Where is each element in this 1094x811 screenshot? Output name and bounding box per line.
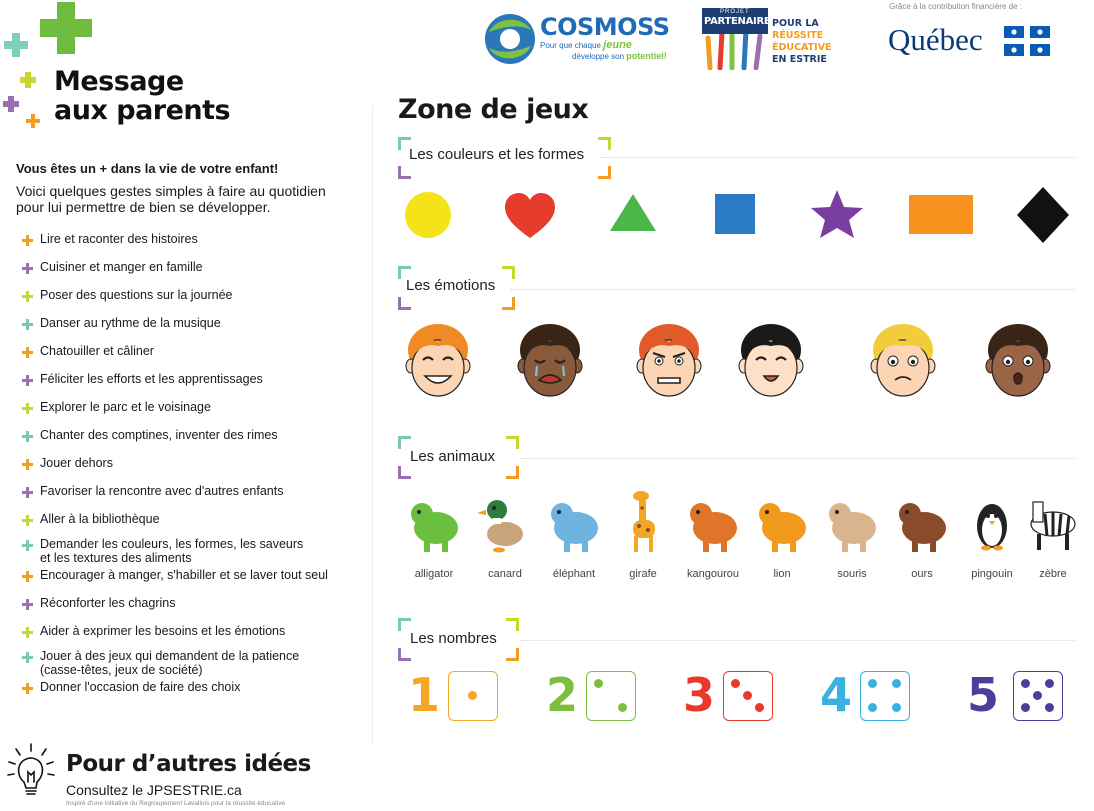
plus-icon bbox=[22, 571, 33, 582]
tip-item bbox=[22, 484, 372, 512]
tip-item bbox=[22, 260, 372, 288]
animal-name: alligator bbox=[414, 568, 454, 580]
tip-text: Donner l'occasion de faire des choix bbox=[40, 680, 241, 694]
animal-name: pingouin bbox=[971, 568, 1013, 580]
partenaires-small: PROJET bbox=[720, 9, 750, 15]
divider-dots bbox=[510, 289, 1076, 290]
yellow-circle-icon bbox=[405, 192, 451, 238]
bracket-icon bbox=[506, 618, 519, 631]
blue-square-icon bbox=[715, 194, 755, 234]
animal-1-icon bbox=[406, 490, 462, 554]
more-ideas-link[interactable]: Consultez le JPSESTRIE.ca bbox=[66, 782, 242, 798]
bracket-icon bbox=[398, 648, 411, 661]
tip-text: Jouer à des jeux qui demandent de la patience bbox=[40, 649, 300, 663]
title-line-1: Message bbox=[54, 66, 184, 97]
tag-word: jeune bbox=[603, 39, 632, 51]
crying-face-icon bbox=[517, 320, 583, 404]
number-digit: 1 bbox=[408, 668, 441, 722]
tag-word: potentiel! bbox=[626, 51, 667, 61]
black-diamond-icon bbox=[1017, 187, 1069, 243]
divider-dots bbox=[520, 458, 1076, 459]
tip-item bbox=[22, 232, 372, 260]
tip-item bbox=[22, 316, 372, 344]
lead-line-2: pour lui permettre de bien se développer. bbox=[16, 199, 271, 215]
die-pip bbox=[1021, 703, 1030, 712]
bracket-icon bbox=[598, 137, 611, 150]
tag-part: développe son bbox=[572, 52, 625, 61]
bracket-icon bbox=[502, 266, 515, 279]
plus-icon bbox=[22, 627, 33, 638]
partenaires-logo bbox=[702, 8, 872, 70]
animal-6-icon bbox=[754, 490, 810, 554]
plus-icon bbox=[4, 33, 28, 57]
bracket-icon bbox=[506, 436, 519, 449]
number-digit: 3 bbox=[683, 668, 716, 722]
plus-icon bbox=[22, 235, 33, 246]
die-pip bbox=[468, 691, 477, 700]
quebec-note: Grâce à la contribution financière de : bbox=[889, 2, 1022, 11]
partenaires-line: POUR LA bbox=[772, 18, 819, 29]
column-divider bbox=[372, 105, 373, 745]
tip-text: Lire et raconter des histoires bbox=[40, 232, 198, 246]
bracket-icon bbox=[502, 297, 515, 310]
tip-item bbox=[22, 512, 372, 540]
animal-5-icon bbox=[685, 490, 741, 554]
animal-name: kangourou bbox=[687, 568, 739, 580]
plus-icon bbox=[22, 347, 33, 358]
plus-icon bbox=[26, 114, 40, 128]
bracket-icon bbox=[398, 166, 411, 179]
tip-text-line-2: (casse-têtes, jeux de société) bbox=[40, 663, 203, 677]
plus-icon bbox=[22, 291, 33, 302]
animal-name: souris bbox=[837, 568, 867, 580]
animal-4-icon bbox=[615, 490, 671, 554]
plus-icon bbox=[22, 403, 33, 414]
angry-face-icon bbox=[636, 320, 702, 404]
lightbulb-icon bbox=[4, 738, 60, 800]
plus-icon bbox=[22, 683, 33, 694]
partenaires-line: EN ESTRIE bbox=[772, 54, 827, 65]
die-pip bbox=[618, 703, 627, 712]
lead-line-1: Voici quelques gestes simples à faire au quotidien bbox=[16, 183, 326, 199]
section-label: Les émotions bbox=[403, 277, 498, 294]
cosmoss-logo bbox=[483, 10, 678, 68]
animal-2-icon bbox=[477, 490, 533, 554]
bracket-icon bbox=[598, 166, 611, 179]
tip-text: Féliciter les efforts et les apprentissages bbox=[40, 372, 263, 386]
tip-item bbox=[22, 288, 372, 316]
fine-print: Inspiré d'une initiative du Regroupement Lavallois pour la réussite éducative bbox=[66, 800, 286, 807]
tip-text: Aller à la bibliothèque bbox=[40, 512, 160, 526]
tip-text: Réconforter les chagrins bbox=[40, 596, 176, 610]
plus-icon bbox=[40, 2, 92, 54]
divider-dots bbox=[600, 157, 1076, 158]
die-icon bbox=[723, 671, 773, 721]
plus-icon bbox=[22, 515, 33, 526]
happy-face-icon bbox=[405, 320, 471, 404]
animal-name: canard bbox=[488, 568, 522, 580]
purple-star-icon bbox=[811, 190, 863, 238]
number-digit: 4 bbox=[820, 668, 853, 722]
tip-item bbox=[22, 537, 372, 565]
bracket-icon bbox=[506, 466, 519, 479]
plus-icon bbox=[20, 72, 36, 88]
animal-3-icon bbox=[546, 490, 602, 554]
tip-text: Demander les couleurs, les formes, les saveurs bbox=[40, 537, 304, 551]
cosmoss-emblem-icon bbox=[483, 12, 537, 66]
tip-item bbox=[22, 568, 372, 596]
plus-icon bbox=[22, 319, 33, 330]
die-pip bbox=[892, 703, 901, 712]
red-heart-icon bbox=[505, 193, 555, 238]
divider-dots bbox=[520, 640, 1076, 641]
sad-face-icon bbox=[870, 320, 936, 404]
die-pip bbox=[1045, 703, 1054, 712]
surprised-face-icon bbox=[985, 320, 1051, 404]
tip-item bbox=[22, 400, 372, 428]
more-ideas-title: Pour d’autres idées bbox=[66, 751, 311, 777]
tip-text: Danser au rythme de la musique bbox=[40, 316, 221, 330]
tip-text-line-2: et les textures des aliments bbox=[40, 551, 192, 565]
number-digit: 5 bbox=[967, 668, 1000, 722]
tips-list bbox=[22, 232, 372, 708]
die-pip bbox=[1021, 679, 1030, 688]
plus-icon bbox=[22, 459, 33, 470]
plus-icon bbox=[3, 96, 19, 112]
die-icon bbox=[860, 671, 910, 721]
disgusted-face-icon bbox=[738, 320, 804, 404]
quebec-logo bbox=[888, 22, 983, 58]
plus-icon bbox=[22, 263, 33, 274]
animal-9-icon bbox=[964, 490, 1020, 554]
die-pip bbox=[892, 679, 901, 688]
animal-name: girafe bbox=[629, 568, 657, 580]
plus-icon bbox=[22, 431, 33, 442]
die-pip bbox=[755, 703, 764, 712]
die-pip bbox=[1045, 679, 1054, 688]
tip-item bbox=[22, 680, 372, 708]
tip-item bbox=[22, 344, 372, 372]
plus-icon bbox=[22, 599, 33, 610]
orange-rectangle-icon bbox=[909, 195, 973, 234]
animal-name: lion bbox=[773, 568, 791, 580]
die-pip bbox=[731, 679, 740, 688]
plus-icon bbox=[22, 375, 33, 386]
tip-text: Explorer le parc et le voisinage bbox=[40, 400, 211, 414]
tip-item bbox=[22, 428, 372, 456]
cosmoss-name: COSMOSS bbox=[540, 13, 670, 41]
plus-icon bbox=[22, 652, 33, 663]
section-label: Les couleurs et les formes bbox=[406, 146, 587, 163]
plus-icon bbox=[22, 540, 33, 551]
green-triangle-icon bbox=[610, 194, 656, 231]
tip-item bbox=[22, 456, 372, 484]
partenaires-big: PARTENAIRES bbox=[704, 16, 778, 27]
animal-name: éléphant bbox=[552, 568, 596, 580]
quebec-flag-icon bbox=[1004, 26, 1050, 56]
bracket-icon bbox=[398, 466, 411, 479]
tip-text: Chanter des comptines, inventer des rimes bbox=[40, 428, 278, 442]
section-label: Les nombres bbox=[407, 630, 500, 647]
die-pip bbox=[594, 679, 603, 688]
die-pip bbox=[868, 703, 877, 712]
cosmoss-tagline bbox=[540, 40, 667, 62]
shapes-row bbox=[395, 180, 1075, 250]
bracket-icon bbox=[398, 297, 411, 310]
plus-icon bbox=[22, 487, 33, 498]
animal-name: ours bbox=[911, 568, 933, 580]
partenaires-line: RÉUSSITE ÉDUCATIVE bbox=[772, 30, 832, 53]
tag-part: Pour que chaque bbox=[540, 41, 601, 50]
bracket-icon bbox=[506, 648, 519, 661]
animal-name: zèbre bbox=[1039, 568, 1067, 580]
lead-heading: Vous êtes un + dans la vie de votre enfant! bbox=[16, 161, 279, 176]
quebec-name: Québec bbox=[888, 22, 983, 57]
tip-text: Chatouiller et câliner bbox=[40, 344, 154, 358]
tip-item bbox=[22, 596, 372, 624]
tip-item bbox=[22, 649, 372, 677]
tip-text: Encourager à manger, s'habiller et se laver tout seul bbox=[40, 568, 328, 582]
die-icon bbox=[448, 671, 498, 721]
die-pip bbox=[1033, 691, 1042, 700]
tip-text: Poser des questions sur la journée bbox=[40, 288, 233, 302]
die-pip bbox=[743, 691, 752, 700]
die-pip bbox=[868, 679, 877, 688]
animal-7-icon bbox=[824, 490, 880, 554]
tip-item bbox=[22, 624, 372, 652]
page-title bbox=[54, 67, 230, 125]
animal-8-icon bbox=[894, 490, 950, 554]
number-digit: 2 bbox=[546, 668, 579, 722]
title-line-2: aux parents bbox=[54, 95, 231, 126]
tip-text: Jouer dehors bbox=[40, 456, 113, 470]
tip-item bbox=[22, 372, 372, 400]
die-icon bbox=[1013, 671, 1063, 721]
die-icon bbox=[586, 671, 636, 721]
zone-title: Zone de jeux bbox=[398, 94, 589, 125]
tip-text: Cuisiner et manger en famille bbox=[40, 260, 203, 274]
tip-text: Aider à exprimer les besoins et les émotions bbox=[40, 624, 286, 638]
lead-text bbox=[16, 183, 326, 215]
partenaires-text bbox=[772, 18, 872, 66]
tip-text: Favoriser la rencontre avec d'autres enfants bbox=[40, 484, 284, 498]
section-label: Les animaux bbox=[407, 448, 498, 465]
animal-10-icon bbox=[1025, 490, 1081, 554]
